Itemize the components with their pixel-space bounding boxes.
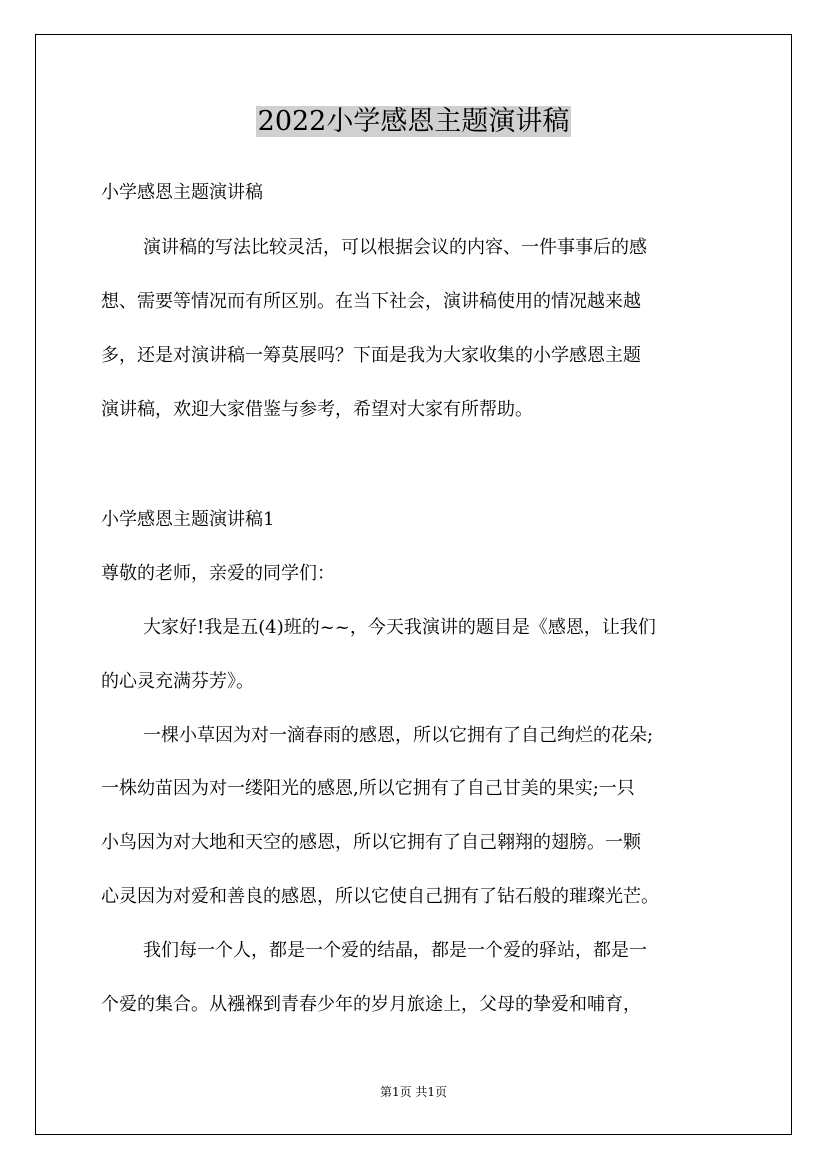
intro-heading: 小学感恩主题演讲稿	[101, 182, 263, 203]
paragraph-line: 想、需要等情况而有所区别。在当下社会，演讲稿使用的情况越来越	[101, 291, 641, 312]
paragraph-line: 一棵小草因为对一滴春雨的感恩，所以它拥有了自己绚烂的花朵;	[143, 725, 654, 746]
paragraph-line: 演讲稿的写法比较灵活，可以根据会议的内容、一件事事后的感	[143, 237, 647, 258]
paragraph-line: 演讲稿，欢迎大家借鉴与参考，希望对大家有所帮助。	[101, 399, 533, 420]
paragraph-line: 小鸟因为对大地和天空的感恩，所以它拥有了自己翱翔的翅膀。一颗	[101, 832, 641, 853]
paragraph-line: 一株幼苗因为对一缕阳光的感恩,所以它拥有了自己甘美的果实;一只	[101, 778, 635, 799]
salutation: 尊敬的老师，亲爱的同学们：	[101, 563, 335, 584]
paragraph-line: 多，还是对演讲稿一筹莫展吗？下面是我为大家收集的小学感恩主题	[101, 345, 641, 366]
paragraph-line: 大家好!我是五(4)班的~~，今天我演讲的题目是《感恩，让我们	[143, 617, 656, 638]
section-heading: 小学感恩主题演讲稿1	[101, 509, 275, 530]
paragraph-line: 我们每一个人，都是一个爱的结晶，都是一个爱的驿站，都是一	[143, 940, 647, 961]
paragraph-line: 个爱的集合。从襁褓到青春少年的岁月旅途上，父母的挚爱和哺育，	[101, 994, 641, 1015]
page-footer: 第1页 共1页	[379, 1085, 448, 1099]
paragraph-line: 的心灵充满芬芳》。	[101, 671, 254, 692]
paragraph-line: 心灵因为对爱和善良的感恩，所以它使自己拥有了钻石般的璀璨光芒。	[101, 886, 659, 907]
document-title: 2022小学感恩主题演讲稿	[257, 106, 570, 137]
